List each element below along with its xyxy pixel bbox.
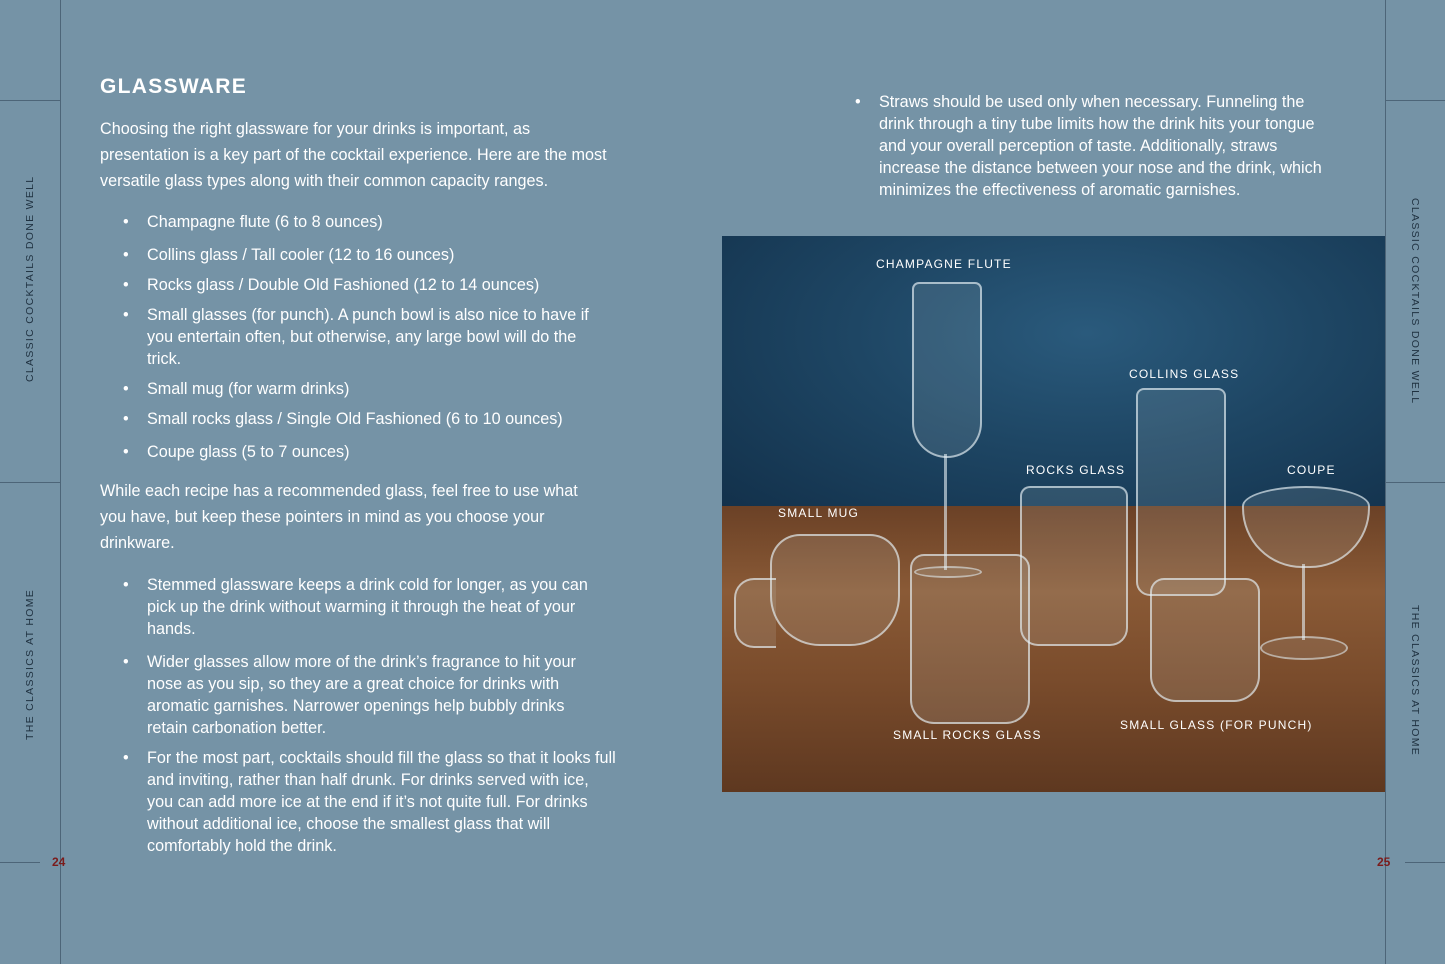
running-head-left-lower: THE CLASSICS AT HOME — [24, 588, 36, 740]
list-item: • Champagne flute (6 to 8 ounces) — [100, 211, 620, 233]
label-small-mug: SMALL MUG — [778, 506, 860, 520]
list-item: • Rocks glass / Double Old Fashioned (12 to 14 ounces) — [100, 274, 620, 296]
left-tick-rule — [0, 482, 60, 483]
champagne-flute-shape — [912, 282, 982, 458]
running-head-left-upper: CLASSIC COCKTAILS DONE WELL — [24, 175, 36, 382]
list-item: • Collins glass / Tall cooler (12 to 16 ounces) — [100, 244, 620, 266]
right-tick-rule — [1385, 482, 1445, 483]
list-item: • Straws should be used only when necessary. Funneling the drink through a tiny tube limits how the drink hits your tongue and your overall perception of taste. Additionally, straws increase the distance between your nose and the drink, which minimizes the effectiveness of aromatic garnishes. — [832, 91, 1342, 201]
running-head-right-lower: THE CLASSICS AT HOME — [1409, 605, 1421, 757]
label-small-glass-punch: SMALL GLASS (FOR PUNCH) — [1120, 718, 1313, 732]
label-small-rocks-glass: SMALL ROCKS GLASS — [893, 728, 1042, 742]
list-item: • For the most part, cocktails should fill the glass so that it looks full and inviting, rather than half drunk. For drinks served with ice, you can add more ice at the end if it’s not quite full. For drinks without additional ice, choose the smallest glass that will comfortably hold the drink. — [100, 747, 617, 857]
list-item: • Small glasses (for punch). A punch bowl is also nice to have if you entertain often, but otherwise, any large bowl will do the trick. — [100, 304, 597, 370]
list-item: • Small mug (for warm drinks) — [100, 378, 620, 400]
glassware-photo — [722, 236, 1385, 792]
collins-glass-shape — [1136, 388, 1226, 596]
right-tick-rule — [1385, 100, 1445, 101]
page-number-right: 25 — [1377, 855, 1391, 869]
right-tick-rule — [1405, 862, 1445, 863]
glass-types-list — [100, 211, 620, 463]
page-number-left: 24 — [52, 855, 66, 869]
left-tick-rule — [0, 862, 40, 863]
champagne-flute-stem — [944, 454, 947, 570]
small-mug-shape — [770, 534, 900, 646]
pointers-list — [100, 574, 620, 857]
pointers-intro-paragraph: While each recipe has a recommended glass, feel free to use what you have, but keep these pointers in mind as you choose your drinkware. — [100, 482, 578, 552]
coupe-stem — [1302, 564, 1305, 640]
left-tick-rule — [0, 100, 60, 101]
section-heading: GLASSWARE — [100, 75, 248, 98]
pointers-list-continued — [832, 91, 1352, 201]
intro-paragraph: Choosing the right glassware for your drinks is important, as presentation is a key part of the cocktail experience. Here are the most versatile glass types along with their common capacity ranges. — [100, 120, 607, 190]
list-item: • Coupe glass (5 to 7 ounces) — [100, 441, 620, 463]
label-collins-glass: COLLINS GLASS — [1129, 367, 1240, 381]
list-item: • Wider glasses allow more of the drink’s fragrance to hit your nose as you sip, so they are a great choice for drinks with aromatic garnishes. Narrower openings help bubbly drinks retain carbonation better. — [100, 651, 607, 739]
rocks-glass-shape — [1020, 486, 1128, 646]
label-champagne-flute: CHAMPAGNE FLUTE — [876, 257, 1012, 271]
label-coupe: COUPE — [1287, 463, 1336, 477]
label-rocks-glass: ROCKS GLASS — [1026, 463, 1126, 477]
list-item: • Small rocks glass / Single Old Fashioned (6 to 10 ounces) — [100, 408, 620, 430]
small-glass-punch-shape — [1150, 578, 1260, 702]
list-item: • Stemmed glassware keeps a drink cold for longer, as you can pick up the drink without warming it through the heat of your hands. — [100, 574, 607, 640]
coupe-foot — [1260, 636, 1348, 660]
running-head-right-upper: CLASSIC COCKTAILS DONE WELL — [1409, 198, 1421, 405]
small-mug-handle — [734, 578, 776, 648]
small-rocks-glass-shape — [910, 554, 1030, 724]
left-margin-rule — [60, 0, 61, 964]
